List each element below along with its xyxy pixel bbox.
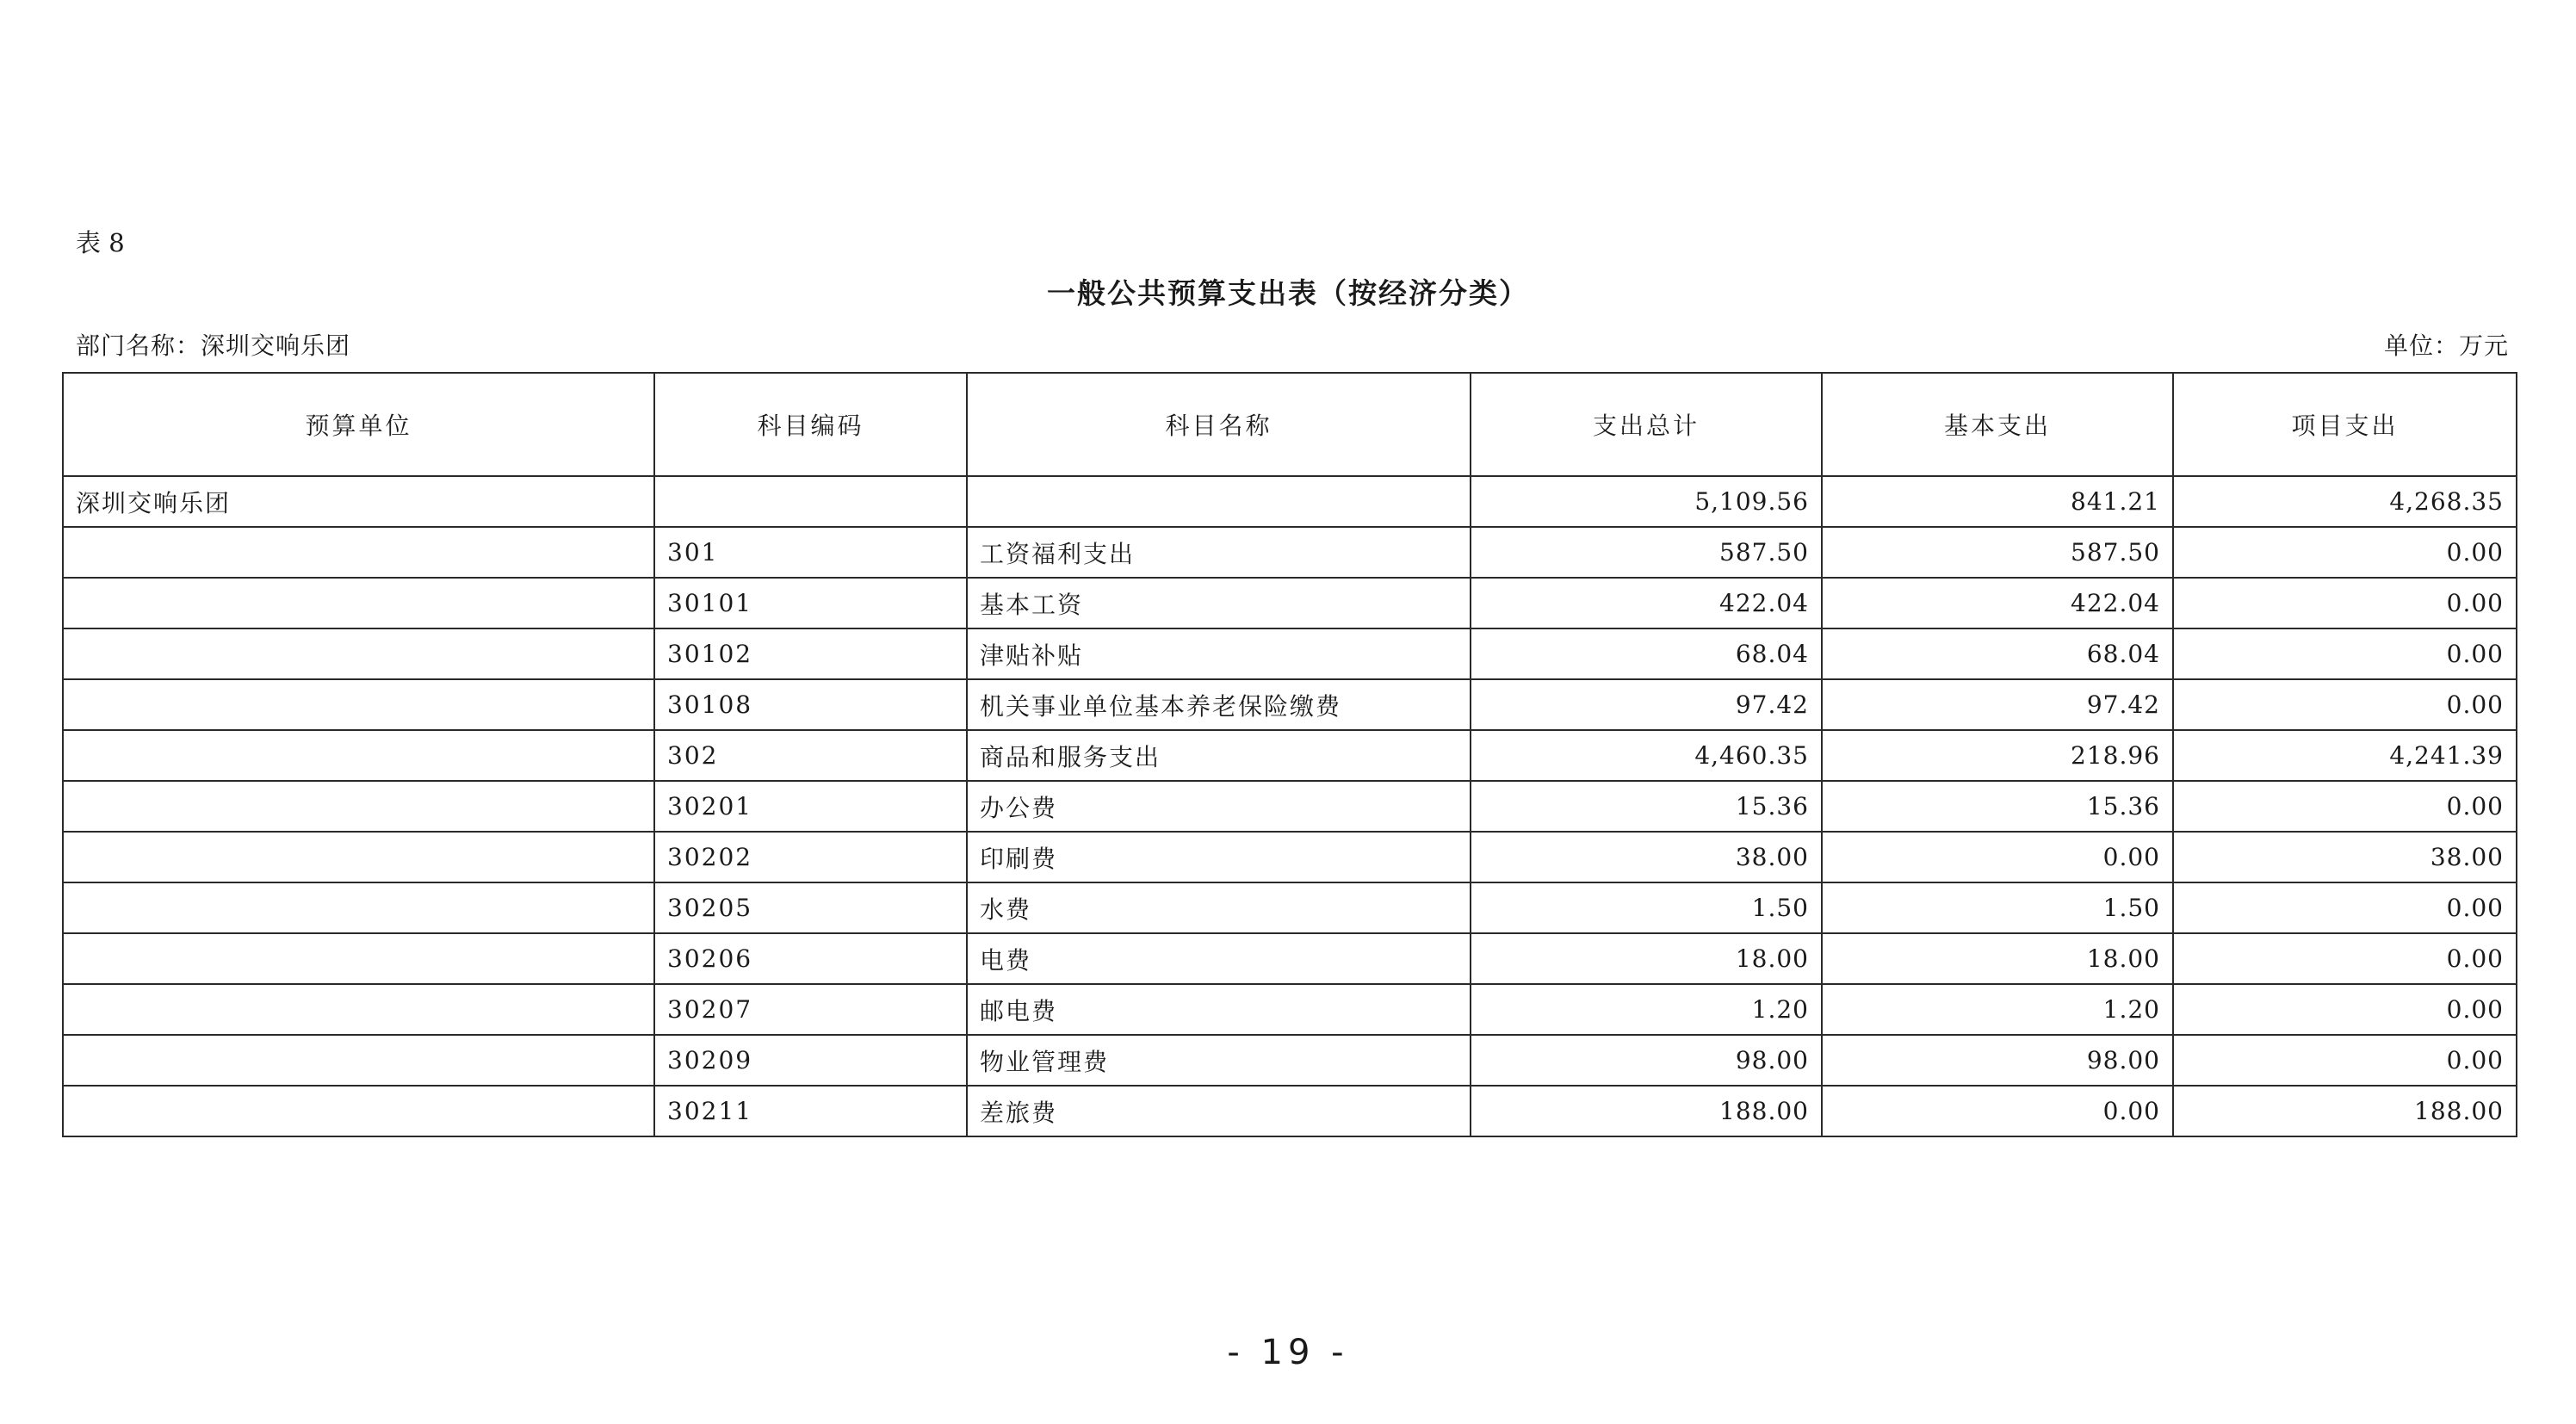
cell-subject-code: 30211	[654, 1086, 967, 1136]
cell-subject-name: 商品和服务支出	[967, 730, 1471, 781]
cell-subject-code: 30209	[654, 1035, 967, 1086]
cell-basic-expenditure: 0.00	[1822, 1086, 2173, 1136]
cell-total-expenditure: 18.00	[1471, 933, 1822, 984]
table-row	[63, 832, 2517, 882]
cell-project-expenditure: 0.00	[2173, 679, 2517, 730]
cell-project-expenditure: 0.00	[2173, 933, 2517, 984]
cell-basic-expenditure: 218.96	[1822, 730, 2173, 781]
table-label: 表 8	[76, 228, 125, 257]
cell-subject-name: 机关事业单位基本养老保险缴费	[967, 679, 1471, 730]
cell-project-expenditure: 0.00	[2173, 781, 2517, 832]
table-row	[63, 578, 2517, 628]
cell-basic-expenditure: 0.00	[1822, 832, 2173, 882]
cell-project-expenditure: 0.00	[2173, 628, 2517, 679]
column-header-project-expenditure: 项目支出	[2173, 373, 2517, 476]
cell-subject-code: 30207	[654, 984, 967, 1035]
cell-subject-code: 30202	[654, 832, 967, 882]
table-row	[63, 1086, 2517, 1136]
cell-basic-expenditure: 97.42	[1822, 679, 2173, 730]
cell-subject-name: 物业管理费	[967, 1035, 1471, 1086]
column-header-basic-expenditure: 基本支出	[1822, 373, 2173, 476]
cell-subject-name: 水费	[967, 882, 1471, 933]
cell-basic-expenditure: 18.00	[1822, 933, 2173, 984]
cell-subject-code: 30102	[654, 628, 967, 679]
table-row	[63, 933, 2517, 984]
cell-subject-code	[654, 476, 967, 527]
cell-subject-name: 基本工资	[967, 578, 1471, 628]
cell-total-expenditure: 422.04	[1471, 578, 1822, 628]
cell-basic-expenditure: 1.20	[1822, 984, 2173, 1035]
cell-budget-unit	[63, 628, 654, 679]
cell-project-expenditure: 0.00	[2173, 578, 2517, 628]
cell-budget-unit	[63, 1035, 654, 1086]
cell-subject-name: 津贴补贴	[967, 628, 1471, 679]
page-title: 一般公共预算支出表（按经济分类）	[1047, 276, 1529, 310]
cell-basic-expenditure: 98.00	[1822, 1035, 2173, 1086]
column-header-total-expenditure: 支出总计	[1471, 373, 1822, 476]
cell-project-expenditure: 0.00	[2173, 882, 2517, 933]
cell-project-expenditure: 4,241.39	[2173, 730, 2517, 781]
cell-budget-unit	[63, 984, 654, 1035]
table-row	[63, 984, 2517, 1035]
table-row	[63, 781, 2517, 832]
cell-subject-name: 邮电费	[967, 984, 1471, 1035]
cell-basic-expenditure: 587.50	[1822, 527, 2173, 578]
table-row	[63, 730, 2517, 781]
table-row	[63, 679, 2517, 730]
column-header-subject-name: 科目名称	[967, 373, 1471, 476]
table-row	[63, 628, 2517, 679]
cell-project-expenditure: 0.00	[2173, 984, 2517, 1035]
cell-total-expenditure: 188.00	[1471, 1086, 1822, 1136]
cell-total-expenditure: 4,460.35	[1471, 730, 1822, 781]
cell-basic-expenditure: 422.04	[1822, 578, 2173, 628]
cell-subject-name: 印刷费	[967, 832, 1471, 882]
cell-project-expenditure: 38.00	[2173, 832, 2517, 882]
cell-budget-unit	[63, 933, 654, 984]
column-header-budget-unit: 预算单位	[63, 373, 654, 476]
cell-subject-code: 30206	[654, 933, 967, 984]
table-header-row	[63, 373, 2517, 476]
cell-total-expenditure: 68.04	[1471, 628, 1822, 679]
cell-basic-expenditure: 1.50	[1822, 882, 2173, 933]
cell-subject-code: 30108	[654, 679, 967, 730]
cell-budget-unit	[63, 679, 654, 730]
budget-table	[62, 372, 2517, 1137]
table-row	[63, 882, 2517, 933]
cell-total-expenditure: 1.20	[1471, 984, 1822, 1035]
cell-subject-code: 30201	[654, 781, 967, 832]
cell-budget-unit: 深圳交响乐团	[63, 476, 654, 527]
cell-total-expenditure: 98.00	[1471, 1035, 1822, 1086]
department-name: 部门名称：深圳交响乐团	[76, 331, 351, 360]
cell-budget-unit	[63, 730, 654, 781]
page-number: - 19 -	[1227, 1333, 1349, 1372]
cell-total-expenditure: 1.50	[1471, 882, 1822, 933]
cell-basic-expenditure: 15.36	[1822, 781, 2173, 832]
cell-basic-expenditure: 841.21	[1822, 476, 2173, 527]
table-row	[63, 527, 2517, 578]
cell-budget-unit	[63, 1086, 654, 1136]
cell-total-expenditure: 38.00	[1471, 832, 1822, 882]
cell-basic-expenditure: 68.04	[1822, 628, 2173, 679]
cell-total-expenditure: 587.50	[1471, 527, 1822, 578]
table-row	[63, 476, 2517, 527]
cell-subject-name: 办公费	[967, 781, 1471, 832]
cell-subject-name: 电费	[967, 933, 1471, 984]
unit-label: 单位：万元	[2383, 331, 2509, 360]
cell-project-expenditure: 0.00	[2173, 527, 2517, 578]
cell-total-expenditure: 15.36	[1471, 781, 1822, 832]
cell-total-expenditure: 97.42	[1471, 679, 1822, 730]
cell-subject-code: 301	[654, 527, 967, 578]
cell-project-expenditure: 188.00	[2173, 1086, 2517, 1136]
cell-subject-name	[967, 476, 1471, 527]
cell-budget-unit	[63, 578, 654, 628]
cell-subject-code: 302	[654, 730, 967, 781]
cell-budget-unit	[63, 781, 654, 832]
table-body	[63, 476, 2517, 1136]
cell-subject-name: 差旅费	[967, 1086, 1471, 1136]
table-row	[63, 1035, 2517, 1086]
cell-budget-unit	[63, 527, 654, 578]
column-header-subject-code: 科目编码	[654, 373, 967, 476]
cell-subject-code: 30101	[654, 578, 967, 628]
cell-total-expenditure: 5,109.56	[1471, 476, 1822, 527]
cell-project-expenditure: 0.00	[2173, 1035, 2517, 1086]
cell-subject-name: 工资福利支出	[967, 527, 1471, 578]
cell-budget-unit	[63, 882, 654, 933]
cell-project-expenditure: 4,268.35	[2173, 476, 2517, 527]
cell-subject-code: 30205	[654, 882, 967, 933]
cell-budget-unit	[63, 832, 654, 882]
